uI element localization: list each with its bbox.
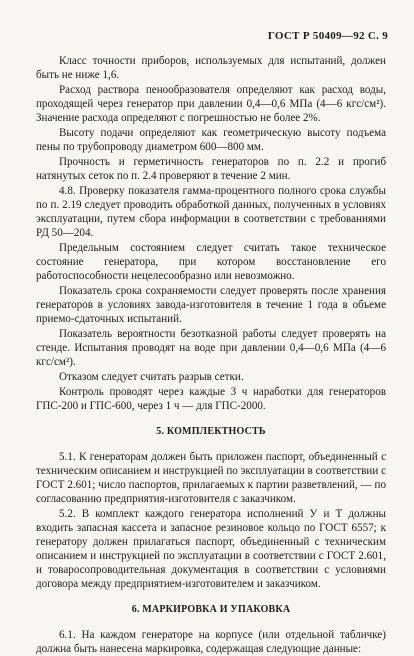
paragraph: 5.1. К генераторам должен быть приложен паспорт, объединенный с техническим описанием и инструкцией по эксплуатации в соответствии с ГОСТ 2.601; число паспортов, прилагаемых к партии разветвлений, — по согласованию предприятия-изготовителя с заказчиком. <box>36 451 386 505</box>
paragraph: 5.2. В комплект каждого генератора исполнений У и Т должны входить запасная кассета и запасное резиновое кольцо по ГОСТ 6557; к генератору должен прилагаться паспорт, объединенный с техническим описанием и инструкцией по эксплуатации в соответствии с ГОСТ 2.601, и товаросопроводительная документация в соответствии с условиями договора между предприятием-изготовителем и заказчиком. <box>36 508 386 590</box>
paragraph: 4.8. Проверку показателя гамма-процентного полного срока службы по п. 2.19 следует проводить обработкой данных, полученных в условиях эксплуатации, путем сбора информации в соответствии с требованиями РД 50—204. <box>36 185 386 239</box>
paragraph: Высоту подачи определяют как геометрическую высоту подъема пены по трубопроводу диаметром 600—800 мм. <box>36 127 386 153</box>
paragraph: Класс точности приборов, используемых для испытаний, должен быть не ниже 1,6. <box>36 55 386 81</box>
paragraph: Прочность и герметичность генераторов по п. 2.2 и прогиб натянутых сеток по п. 2.4 проверяют в течение 2 мин. <box>36 156 386 182</box>
paragraph: Контроль проводят через каждые 3 ч наработки для генераторов ГПС-200 и ГПС-600, через 1 ч — для ГПС-2000. <box>36 386 386 412</box>
document-body <box>36 54 386 656</box>
paragraph: Расход раствора пенообразователя определяют как расход воды, проходящей через генератор при давлении 0,4—0,6 МПа (4—6 кгс/см²). Значение расхода определяют с погрешностью не более 2%. <box>36 84 386 124</box>
paragraph: Показатель вероятности безотказной работы следует проверять на стенде. Испытания проводят на воде при давлении 0,4—0,6 МПа (4—6 кгс/см²). <box>36 328 386 368</box>
paragraph: Предельным состоянием следует считать такое техническое состояние генератора, при котором восстановление его работоспособности нецелесообразно или невозможно. <box>36 242 386 282</box>
section-heading: 5. КОМПЛЕКТНОСТЬ <box>156 426 266 437</box>
paragraph: 6.1. На каждом генераторе на корпусе (или отдельной табличке) должна быть нанесена маркировка, содержащая следующие данные: <box>36 629 386 655</box>
paragraph: Показатель срока сохраняемости следует проверять после хранения генераторов в условиях завода-изготовителя в течение 1 года в объеме приемо-сдаточных испытаний. <box>36 285 386 325</box>
page-header: ГОСТ Р 50409—92 С. 9 <box>267 30 388 42</box>
paragraph: Отказом следует считать разрыв сетки. <box>59 371 244 383</box>
section-heading: 6. МАРКИРОВКА И УПАКОВКА <box>131 604 291 615</box>
